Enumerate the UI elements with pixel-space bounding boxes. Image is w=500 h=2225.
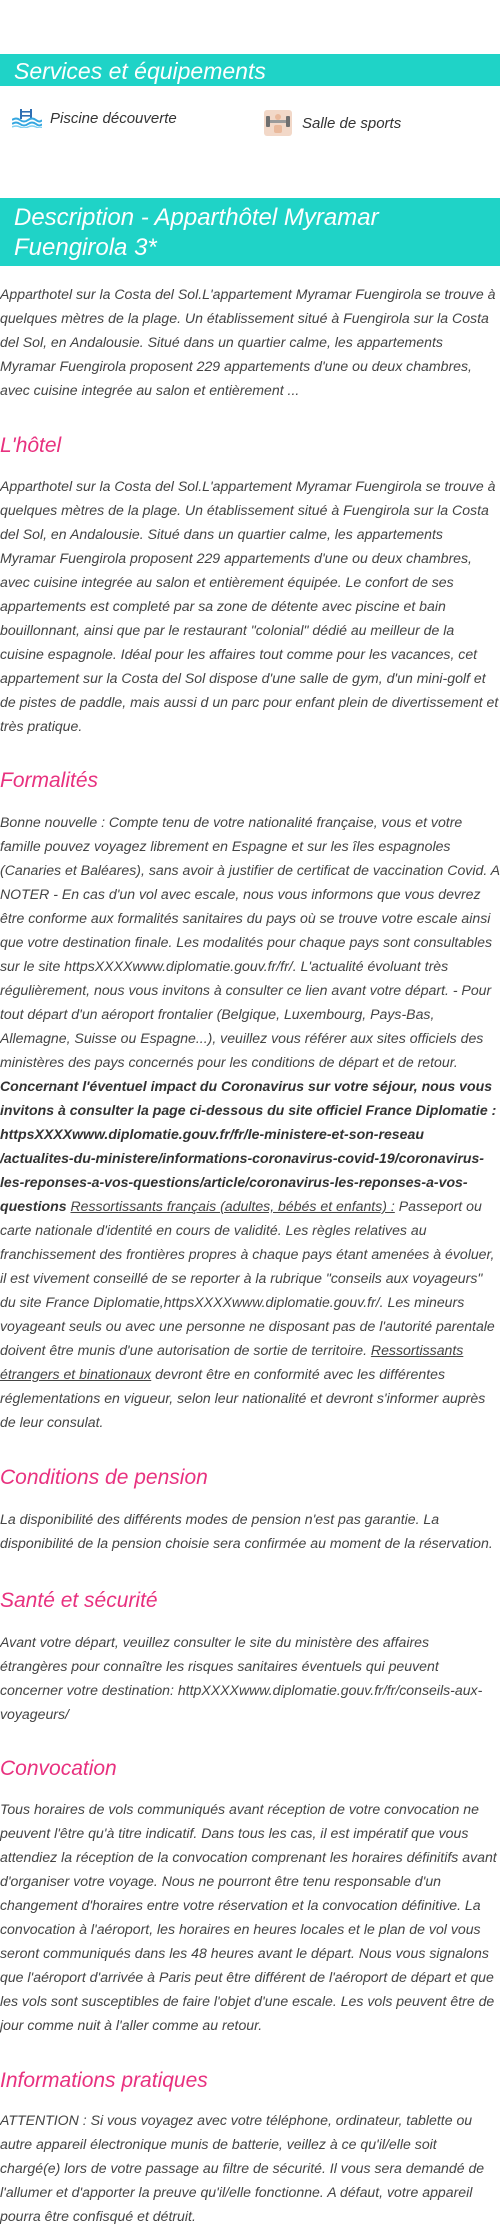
french-nationals-label: Ressortissants français (adultes, bébés et enfants) : xyxy=(70,1198,395,1214)
foreign-nationals-text: devront être en conformité avec les différentes réglementations en vigueur, selon leur nationalité et devront s'informer auprès de leur consulat. xyxy=(0,1366,486,1430)
service-item-gym xyxy=(262,108,401,138)
health-text: Avant votre départ, veuillez consulter le site du ministère des affaires étrangères pour connaître les risques sanitaires éventuels qui peuvent concerner votre destination: httpXXXXwww.diplomatie.gouv.fr/fr/conseils-aux-voyageurs/ xyxy=(0,1634,483,1722)
formalities-heading: Formalités xyxy=(0,769,99,792)
hotel-heading: L'hôtel xyxy=(0,434,62,457)
service-label-pool: Piscine découverte xyxy=(50,109,177,127)
hotel-text: Apparthotel sur la Costa del Sol.L'appartement Myramar Fuengirola se trouve à quelques mètres de la plage. Un établissement situé à Fuengirola sur la Costa del Sol, en Andalousie. Situé dans un quartier calme, les appartements Myramar Fuengirola proposent 229 appartements d'une ou deux chambres, avec cuisine integrée au salon et entièrement équipée. Le confort de ses appartements est completé par sa zone de détente avec piscine et bain bouillonnant, ainsi que par le restaurant "colonial" dédié au meilleur de la cuisine espagnole. Idéal pour les affaires tout comme pour les vacances, cet appartement sur la Costa del Sol dispose d'une salle de gym, d'un mini-golf et de pistes de paddle, mais aussi d un parc pour enfant plein de divertissement et très pratique. xyxy=(0,478,499,734)
foreign-nationals-label: Ressortissants étrangers et binationaux xyxy=(0,1342,464,1382)
service-item-pool xyxy=(12,108,177,128)
board-heading: Conditions de pension xyxy=(0,1466,208,1489)
convocation-text: Tous horaires de vols communiqués avant réception de votre convocation ne peuvent l'être qu'à titre indicatif. Dans tous les cas, il est impératif que vous attendiez la réception de la convocation comprenant les horaires définitifs avant d'organiser votre voyage. Nous ne pourront être tenu responsable d'un changement d'horaires entre votre réservation et la convocation définitive. La convocation à l'aéroport, les horaires en heures locales et le plan de vol vous seront communiqués dans les 48 heures avant le départ. Nous vous signalons que l'aéroport d'arrivée à Paris peut être différent de l'aéroport de départ et que les vols sont susceptibles de faire l'objet d'une escale. Les vols peuvent être de jour comme nuit à l'aller comme au retour. xyxy=(0,1801,497,2033)
health-heading: Santé et sécurité xyxy=(0,1589,158,1612)
description-section-title: Description - Apparthôtel Myramar Fuengirola 3* xyxy=(0,198,500,266)
description-summary: Apparthotel sur la Costa del Sol.L'appartement Myramar Fuengirola se trouve à quelques mètres de la plage. Un établissement situé à Fuengirola sur la Costa del Sol, en Andalousie. Situé dans un quartier calme, les appartements Myramar Fuengirola proposent 229 appartements d'une ou deux chambres, avec cuisine integrée au salon et entièrement ... xyxy=(0,286,496,398)
convocation-heading: Convocation xyxy=(0,1757,117,1780)
french-nationals-text: Passeport ou carte nationale d'identité en cours de validité. Les règles relatives au franchissement des frontières propres à chaque pays étant amenées à évoluer, il est vivement conseillé de se reporter à la rubrique "conseils aux voyageurs" du site France Diplomatie,httpsXXXXwww.diplomatie.gouv.fr/. Les mineurs voyageant seuls ou avec une personne ne disposant pas de l'autorité parentale doivent être munis d'une autorisation de sortie de territoire. xyxy=(0,1198,495,1358)
formalities-text xyxy=(0,810,500,1434)
services-section-title: Services et équipements xyxy=(0,54,500,86)
covid-notice: Concernant l'éventuel impact du Coronavirus sur votre séjour, nous vous invitons à consulter la page ci-dessous du site officiel France Diplomatie : httpsXXXXwww.diplomatie.gouv.fr/fr/le-ministere-et-son-reseau /actualites-du-ministere/informations-coronavirus-covid-19/coronavirus-les-reponses-a-vos-questions/article/coronavirus-les-reponses-a-vos-questions xyxy=(0,1078,497,1214)
practical-text: ATTENTION : Si vous voyagez avec votre téléphone, ordinateur, tablette ou autre appareil électronique munis de batterie, veillez à ce qu'il/elle soit chargé(e) lors de votre passage au filtre de sécurité. Il vous sera demandé de l'allumer et d'apporter la preuve qu'il/elle fonctionne. A défaut, votre appareil pourra être confisqué et détruit. xyxy=(0,2112,485,2224)
pool-icon xyxy=(12,108,42,128)
service-label-gym: Salle de sports xyxy=(302,114,402,132)
formalities-intro: Bonne nouvelle : Compte tenu de votre nationalité française, vous et votre famille pouvez voyagez librement en Espagne et sur les îles espagnoles (Canaries et Baléares), sans avoir à justifier de certificat de vaccination Covid. A NOTER - En cas d'un vol avec escale, nous vous informons que vous devrez être conforme aux formalités sanitaires du pays où se trouve votre escale ainsi que votre destination finale. Les modalités pour chaque pays sont consultables sur le site httpsXXXXwww.diplomatie.gouv.fr/fr/. L'actualité évoluant très régulièrement, nous vous invitons à consulter ce lien avant votre départ. - Pour tout départ d'un aéroport frontalier (Belgique, Luxembourg, Pays-Bas, Allemagne, Suisse ou Espagne...), veuillez vous référer aux sites officiels des ministères des pays concernés pour les conditions de départ et de retour. xyxy=(0,814,500,1070)
board-text: La disponibilité des différents modes de pension n'est pas garantie. La disponibilité de la pension choisie sera confirmée au moment de la réservation. xyxy=(0,1511,493,1551)
gym-icon xyxy=(262,108,294,138)
practical-heading: Informations pratiques xyxy=(0,2069,208,2092)
